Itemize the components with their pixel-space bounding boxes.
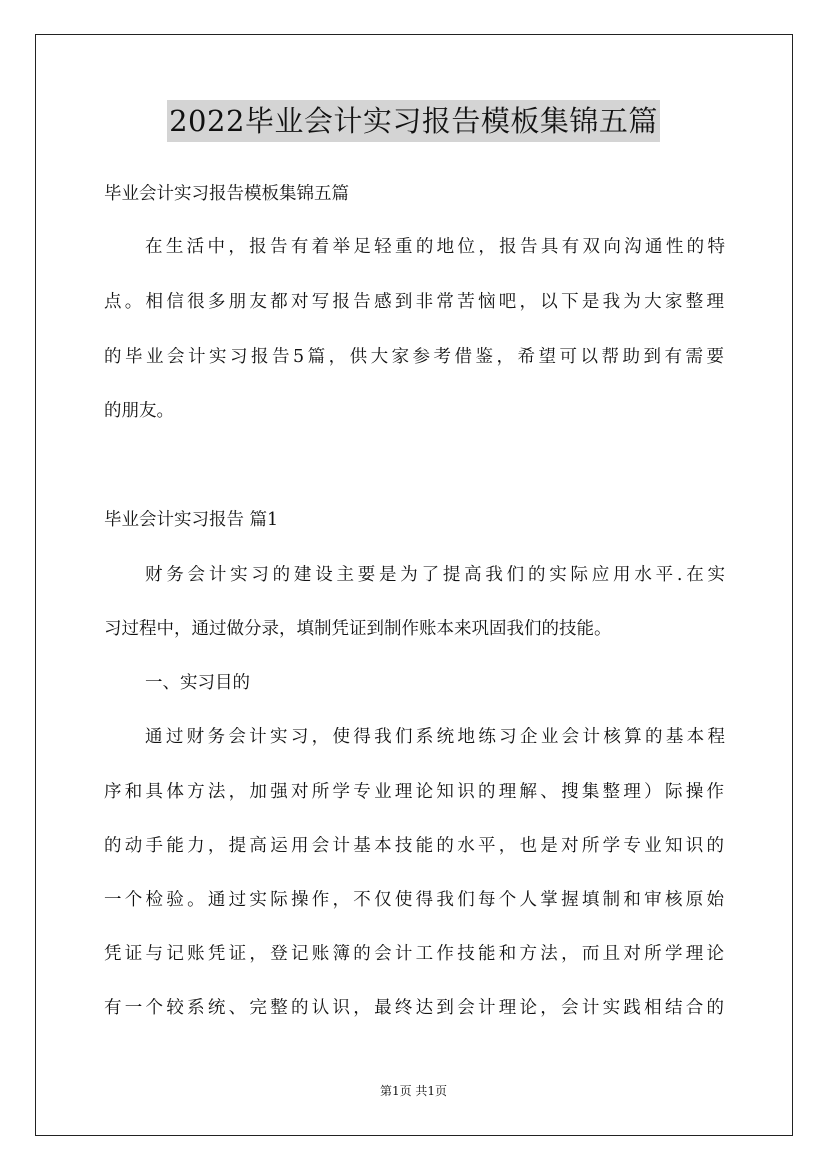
intro-line: 的毕业会计实习报告5篇，供大家参考借鉴，希望可以帮助到有需要	[104, 347, 724, 367]
section-para2-line: 的动手能力，提高运用会计基本技能的水平，也是对所学专业知识的	[104, 836, 724, 856]
intro-line: 的朋友。	[104, 401, 174, 421]
document-subtitle: 毕业会计实习报告模板集锦五篇	[104, 184, 349, 204]
section-para1-line: 习过程中，通过做分录，填制凭证到制作账本来巩固我们的技能。	[104, 619, 612, 639]
subheading: 一、实习目的	[145, 673, 250, 693]
section-para1-line: 财务会计实习的建设主要是为了提高我们的实际应用水平.在实	[145, 565, 725, 585]
title-container	[0, 100, 827, 142]
page-number-footer: 第1页 共1页	[379, 1084, 448, 1098]
section-para2-line: 通过财务会计实习，使得我们系统地练习企业会计核算的基本程	[145, 727, 725, 747]
section-heading: 毕业会计实习报告 篇1	[104, 510, 279, 530]
section-para2-line: 一个检验。通过实际操作，不仅使得我们每个人掌握填制和审核原始	[104, 890, 724, 910]
intro-line: 在生活中，报告有着举足轻重的地位，报告具有双向沟通性的特	[145, 237, 725, 257]
section-para2-line: 凭证与记账凭证，登记账簿的会计工作技能和方法，而且对所学理论	[104, 944, 724, 964]
section-para2-line: 序和具体方法，加强对所学专业理论知识的理解、搜集整理）际操作	[104, 782, 724, 802]
section-para2-line: 有一个较系统、完整的认识，最终达到会计理论，会计实践相结合的	[104, 998, 724, 1018]
document-title: 2022毕业会计实习报告模板集锦五篇	[167, 100, 660, 142]
intro-line: 点。相信很多朋友都对写报告感到非常苦恼吧，以下是我为大家整理	[104, 292, 724, 312]
